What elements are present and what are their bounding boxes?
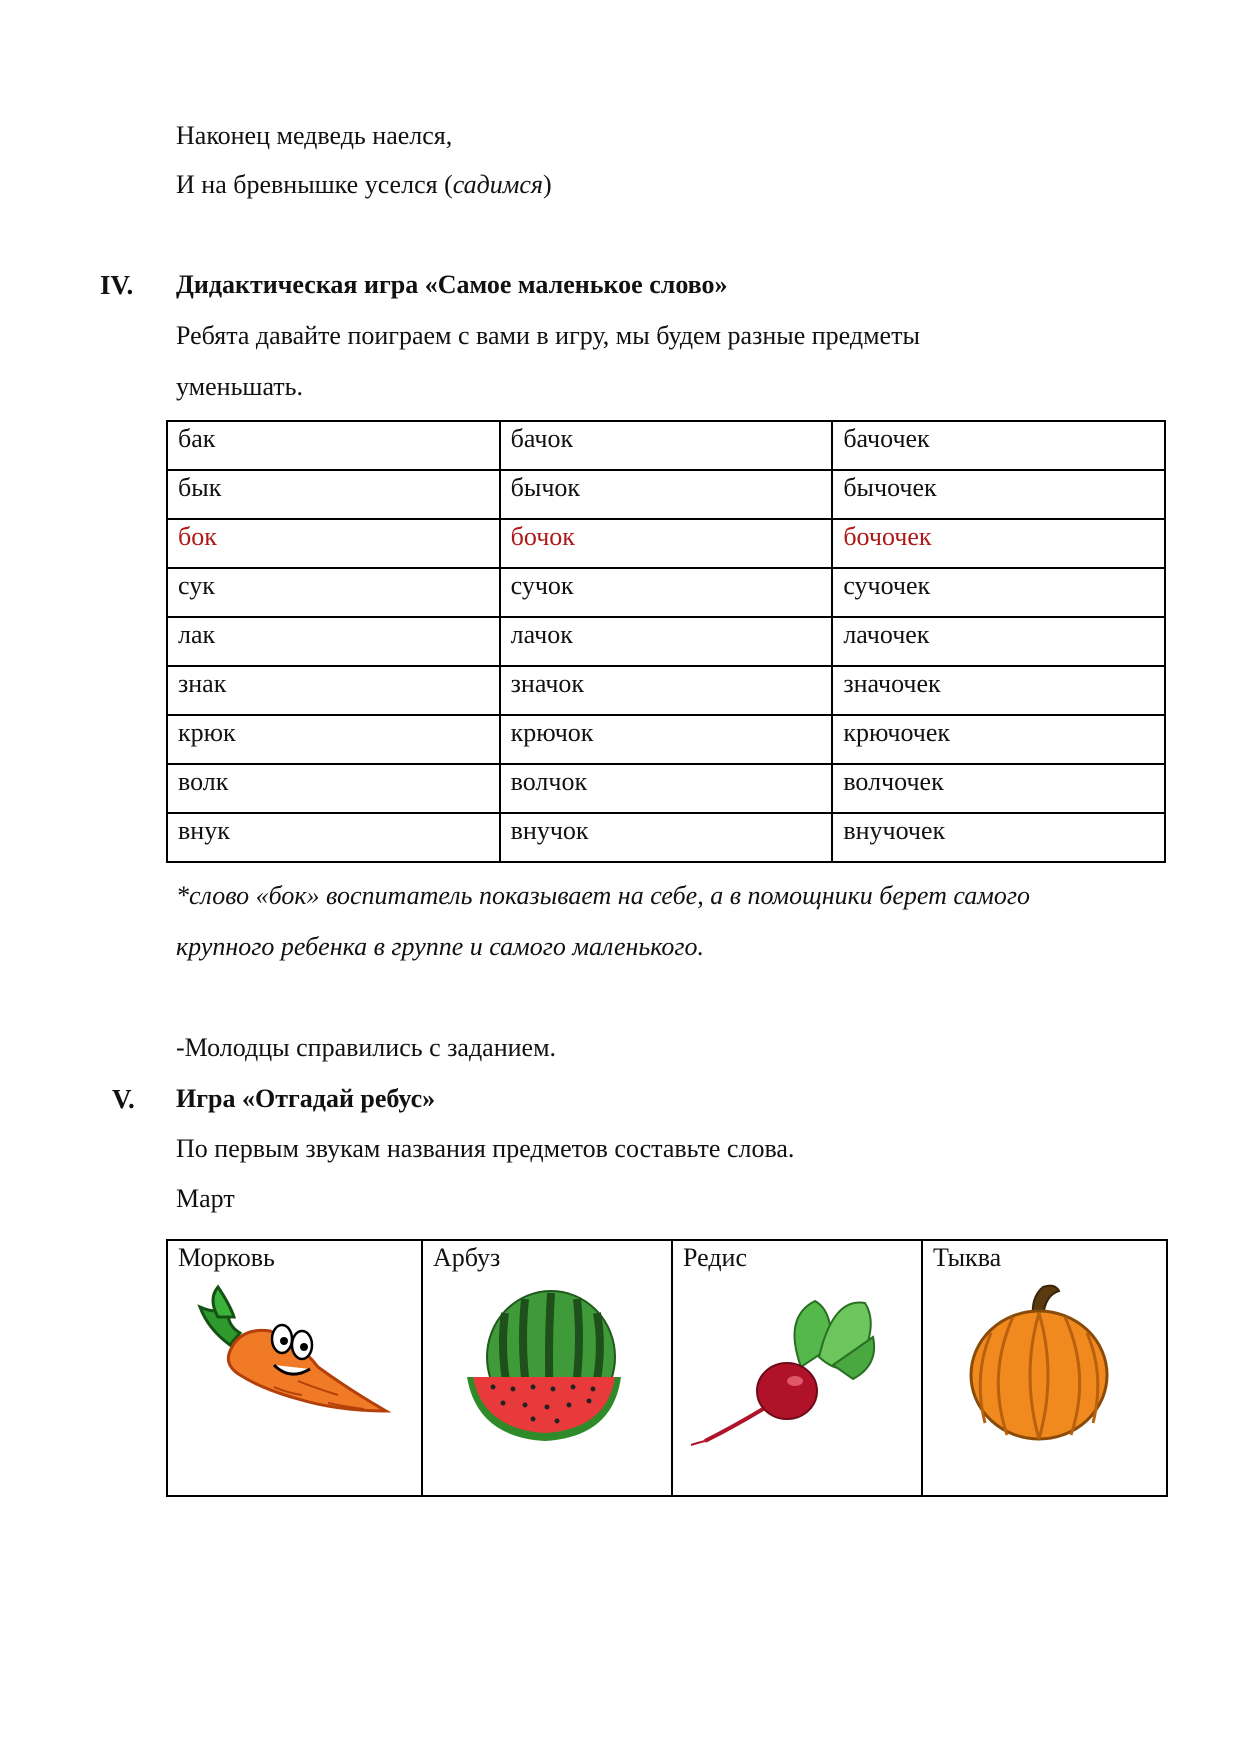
table-cell: бак: [167, 421, 500, 470]
poem-line-1: Наконец медведь наелся,: [176, 121, 453, 150]
poem-line-2-start: И на бревнышке уселся (: [176, 170, 453, 199]
table-cell: крючочек: [832, 715, 1165, 764]
table-cell: волчок: [500, 764, 833, 813]
section-4-title: Дидактическая игра «Самое маленькое слово»: [176, 270, 728, 299]
section-5-intro: По первым звукам названия предметов составьте слова.: [176, 1134, 795, 1163]
table-cell: бачок: [500, 421, 833, 470]
table-cell: внучок: [500, 813, 833, 862]
card-carrot: [167, 1240, 422, 1496]
card-watermelon: [422, 1240, 672, 1496]
table-row: [167, 519, 1165, 568]
card-label-pumpkin: Тыква: [933, 1243, 1002, 1272]
pumpkin-icon: [933, 1277, 1166, 1454]
table-cell: крючок: [500, 715, 833, 764]
table-cell: бычок: [500, 470, 833, 519]
radish-icon: [683, 1277, 921, 1454]
table-row: [167, 666, 1165, 715]
table-cell: бок: [167, 519, 500, 568]
table-cell: бочок: [500, 519, 833, 568]
section-4-intro-line-1: Ребята давайте поиграем с вами в игру, мы будем разные предметы: [176, 321, 920, 350]
table-cell: лак: [167, 617, 500, 666]
table-cell: бык: [167, 470, 500, 519]
table-cell: волчочек: [832, 764, 1165, 813]
section-5-title: Игра «Отгадай ребус»: [176, 1084, 436, 1113]
table-cell: бычочек: [832, 470, 1165, 519]
table-row: [167, 470, 1165, 519]
poem-line-2-action: садимся: [452, 170, 543, 199]
table-cell: волк: [167, 764, 500, 813]
table-cell: внук: [167, 813, 500, 862]
table-cell: сук: [167, 568, 500, 617]
table-cell: лачок: [500, 617, 833, 666]
table-cell: лачочек: [832, 617, 1165, 666]
card-radish: [672, 1240, 922, 1496]
section-4-numeral: IV.: [100, 270, 134, 300]
table-cell: крюк: [167, 715, 500, 764]
table-row: [167, 813, 1165, 862]
card-label-radish: Редис: [683, 1243, 747, 1272]
teacher-note-line-1: *слово «бок» воспитатель показывает на себе, а в помощники берет самого: [176, 881, 1030, 910]
section-4-intro-line-2: уменьшать.: [176, 372, 304, 401]
table-cell: внучочек: [832, 813, 1165, 862]
table-row: [167, 421, 1165, 470]
table-cell: сучок: [500, 568, 833, 617]
table-cell: значок: [500, 666, 833, 715]
card-label-carrot: Морковь: [178, 1243, 275, 1272]
poem-line-2: [176, 169, 552, 201]
table-row: [167, 715, 1165, 764]
poem-line-2-end: ): [542, 170, 552, 199]
table-cell: бочочек: [832, 519, 1165, 568]
teacher-note-line-2: крупного ребенка в группе и самого маленького.: [176, 932, 705, 961]
table-row: [167, 617, 1165, 666]
section-5-numeral: V.: [112, 1084, 135, 1114]
card-label-watermelon: Арбуз: [433, 1243, 501, 1272]
table-row: [167, 568, 1165, 617]
rebus-pictures-table: [166, 1239, 1168, 1497]
table-cell: бачочек: [832, 421, 1165, 470]
praise-text: -Молодцы справились с заданием.: [176, 1033, 557, 1062]
carrot-icon: [178, 1277, 421, 1454]
table-row: [167, 764, 1165, 813]
diminutive-words-table: [166, 420, 1166, 863]
watermelon-icon: [433, 1277, 671, 1454]
table-cell: значочек: [832, 666, 1165, 715]
card-pumpkin: [922, 1240, 1167, 1496]
table-cell: знак: [167, 666, 500, 715]
rebus-answer-word: Март: [176, 1184, 235, 1213]
table-cell: сучочек: [832, 568, 1165, 617]
